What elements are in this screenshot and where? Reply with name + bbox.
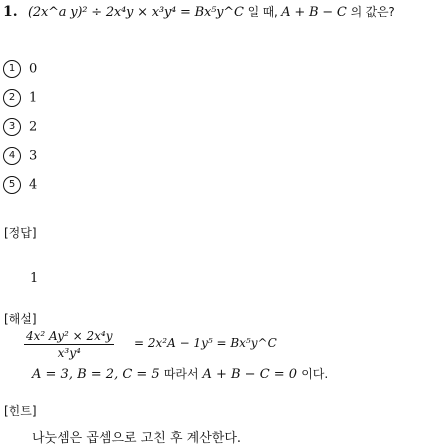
choice-1[interactable] [3,60,37,78]
choice-2[interactable] [3,89,37,107]
choice-4[interactable] [3,147,37,165]
choice-label: 4 [29,177,38,193]
answer-value: 1 [30,271,39,286]
question-number: 1. [3,4,18,20]
question-text [28,3,395,20]
solution-fraction [24,329,114,360]
choice-5[interactable] [3,176,37,194]
solution-therefore: 따라서 [163,367,203,381]
question-suffix: 의 값은? [350,5,395,19]
solution-label: [해설] [4,312,37,326]
solution-ending: 이다. [301,367,329,381]
choice-label: 2 [29,119,38,135]
hint-label: [힌트] [4,404,37,418]
question-expression: (2x^a y)² ÷ 2x⁴y × x³y⁴ = Bx⁵y^C [28,5,248,20]
choice-marker: 2 [3,89,21,107]
choice-label: 3 [29,148,38,164]
choice-3[interactable] [3,118,37,136]
solution-conclusion [32,365,328,382]
choice-marker: 4 [3,147,21,165]
choice-marker: 1 [3,60,21,78]
hint-text: 나눗셈은 곱셈으로 고친 후 계산한다. [32,431,242,446]
choice-label: 0 [29,61,38,77]
choice-marker: 5 [3,176,21,194]
choice-marker: 3 [3,118,21,136]
fraction-denominator: x³y⁴ [57,346,81,360]
question-korean: 일 때, [247,5,282,19]
fraction-bar [24,344,114,345]
answer-label: [정답] [4,226,37,240]
solution-values: A = 3, B = 2, C = 5 [32,367,164,382]
fraction-numerator: 4x² Ay² × 2x⁴y [26,329,113,343]
solution-result: A + B − C = 0 [202,367,302,382]
question-target-expression: A + B − C [281,5,351,20]
solution-equation: = 2x²A − 1y⁵ = Bx⁵y^C [134,336,277,350]
choice-label: 1 [29,90,38,106]
